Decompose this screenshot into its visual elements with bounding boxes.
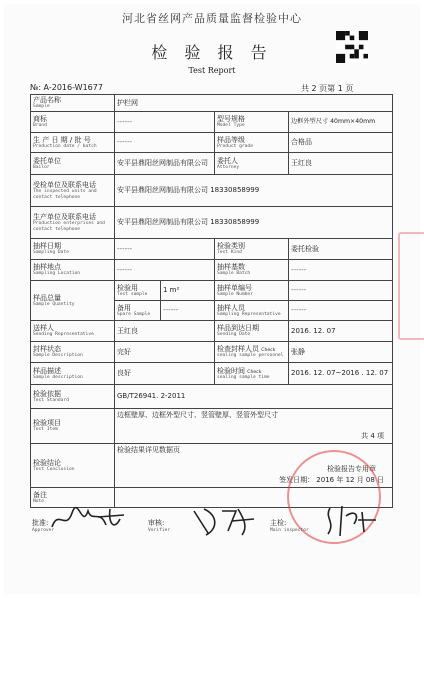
seal-checker-label: 检查封样人员 Check sealing sample personnel xyxy=(215,342,289,363)
brand-value: ------ xyxy=(115,112,215,133)
sampling-date-value: ------ xyxy=(115,239,215,260)
remark-label: 备注 Note xyxy=(31,488,115,508)
sample-batch-value: ------ xyxy=(289,260,393,281)
test-sample-label: 检验用 Test sample xyxy=(115,281,161,301)
sample-no-label: 抽样单编号 Sample Number xyxy=(215,281,289,301)
spare-sample-label: 备用 Spare Sample xyxy=(115,301,161,321)
org-name: 河北省丝网产品质量监督检验中心 xyxy=(122,12,302,25)
report-table xyxy=(30,94,393,508)
description-value: 良好 xyxy=(115,363,215,385)
prod-date-value: ------ xyxy=(115,133,215,153)
sampling-rep-value: ------ xyxy=(289,301,393,321)
model-label: 型号规格 Model Type xyxy=(215,112,289,133)
quantity-label: 样品总量 Sample Quantity xyxy=(31,281,115,321)
product-name-value: 护栏网 xyxy=(115,95,393,112)
qr-code-icon xyxy=(336,31,368,63)
conclusion-label: 检验结论 Test Conclusion xyxy=(31,444,115,488)
report-title-en: Test Report xyxy=(188,66,236,75)
send-date-label: 样品到达日期 Sending Date xyxy=(215,321,289,342)
verifier-signature xyxy=(188,505,258,537)
test-sample-value: 1 m² xyxy=(161,281,215,301)
conclusion-value: 检验结果详见数据页 xyxy=(117,446,180,454)
sample-batch-label: 抽样基数 Sample Batch xyxy=(215,260,289,281)
bailor-value: 安平县鼎阳丝网制品有限公司 xyxy=(115,153,215,175)
attorney-value: 王红良 xyxy=(289,153,393,175)
prod-date-label: 生 产 日 期 / 批 号 Production date / batch xyxy=(31,133,115,153)
side-seal-stamp xyxy=(398,232,424,340)
page-count: 共 2 页第 1 页 xyxy=(301,84,354,93)
sampling-date-label: 抽样日期 Sampling Date xyxy=(31,239,115,260)
seal-state-value: 完好 xyxy=(115,342,215,363)
test-kind-label: 检验类别 Test Kind xyxy=(215,239,289,260)
inspected-value: 安平县鼎阳丝网制品有限公司 18330858999 xyxy=(115,175,393,207)
items-count: 共 4 项 xyxy=(361,431,385,440)
seal-state-label: 封样状态 Sample Description xyxy=(31,342,115,363)
sampling-loc-label: 抽样地点 Sampling Location xyxy=(31,260,115,281)
report-title: 检 验 报 告 xyxy=(151,43,273,62)
approver-label: 批准: Approver xyxy=(32,519,55,533)
test-kind-value: 委托检验 xyxy=(289,239,393,260)
spare-sample-value: ------ xyxy=(161,301,215,321)
model-value: 边框外型尺寸 40mm×40mm xyxy=(289,112,393,133)
sample-no-value: ------ xyxy=(289,281,393,301)
issue-date: 签发日期： 2016 年 12 月 08 日 xyxy=(279,475,385,484)
sampling-rep-label: 抽样人员 Sampling Representative xyxy=(215,301,289,321)
inspected-label: 受检单位及联系电话 The inspected units and contact telephone xyxy=(31,175,115,207)
producer-value: 安平县鼎阳丝网制品有限公司 18330858999 xyxy=(115,207,393,239)
report-number: №: A-2016-W1677 xyxy=(30,83,103,92)
standard-value: GB/T26941. 2-2011 xyxy=(115,385,393,409)
approver-signature xyxy=(48,505,128,535)
description-label: 样品描述 Sample description xyxy=(31,363,115,385)
items-label: 检验项目 Test Item xyxy=(31,409,115,444)
grade-value: 合格品 xyxy=(289,133,393,153)
stamp-label: 检验报告专用章 xyxy=(327,464,377,473)
inspector-signature xyxy=(320,502,380,538)
sampling-loc-value: ------ xyxy=(115,260,215,281)
grade-label: 样品等级 Product grade xyxy=(215,133,289,153)
check-time-label: 检验时间 Check sealing sample time xyxy=(215,363,289,385)
brand-label: 商标 Brand xyxy=(31,112,115,133)
product-name-label: 产品名称 Sample xyxy=(31,95,115,112)
bailor-label: 委托单位 Bailor xyxy=(31,153,115,175)
send-date-value: 2016. 12. 07 xyxy=(289,321,393,342)
producer-label: 生产单位及联系电话 Production enterprises and contact telephone xyxy=(31,207,115,239)
sender-value: 王红良 xyxy=(115,321,215,342)
items-cell xyxy=(115,409,393,444)
check-time-value: 2016. 12. 07~2016 . 12. 07 xyxy=(289,363,393,385)
items-value: 边框壁厚、边框外型尺寸、竖管壁厚、竖管外型尺寸 xyxy=(117,411,278,419)
verifier-label: 审核: Verifier xyxy=(148,519,171,533)
sender-label: 送样人 Sending Representative xyxy=(31,321,115,342)
inspector-label: 主检: Main inspector xyxy=(270,519,309,533)
seal-checker-value: 张静 xyxy=(289,342,393,363)
standard-label: 检验依据 Test Standard xyxy=(31,385,115,409)
attorney-label: 委托人 Attorney xyxy=(215,153,289,175)
